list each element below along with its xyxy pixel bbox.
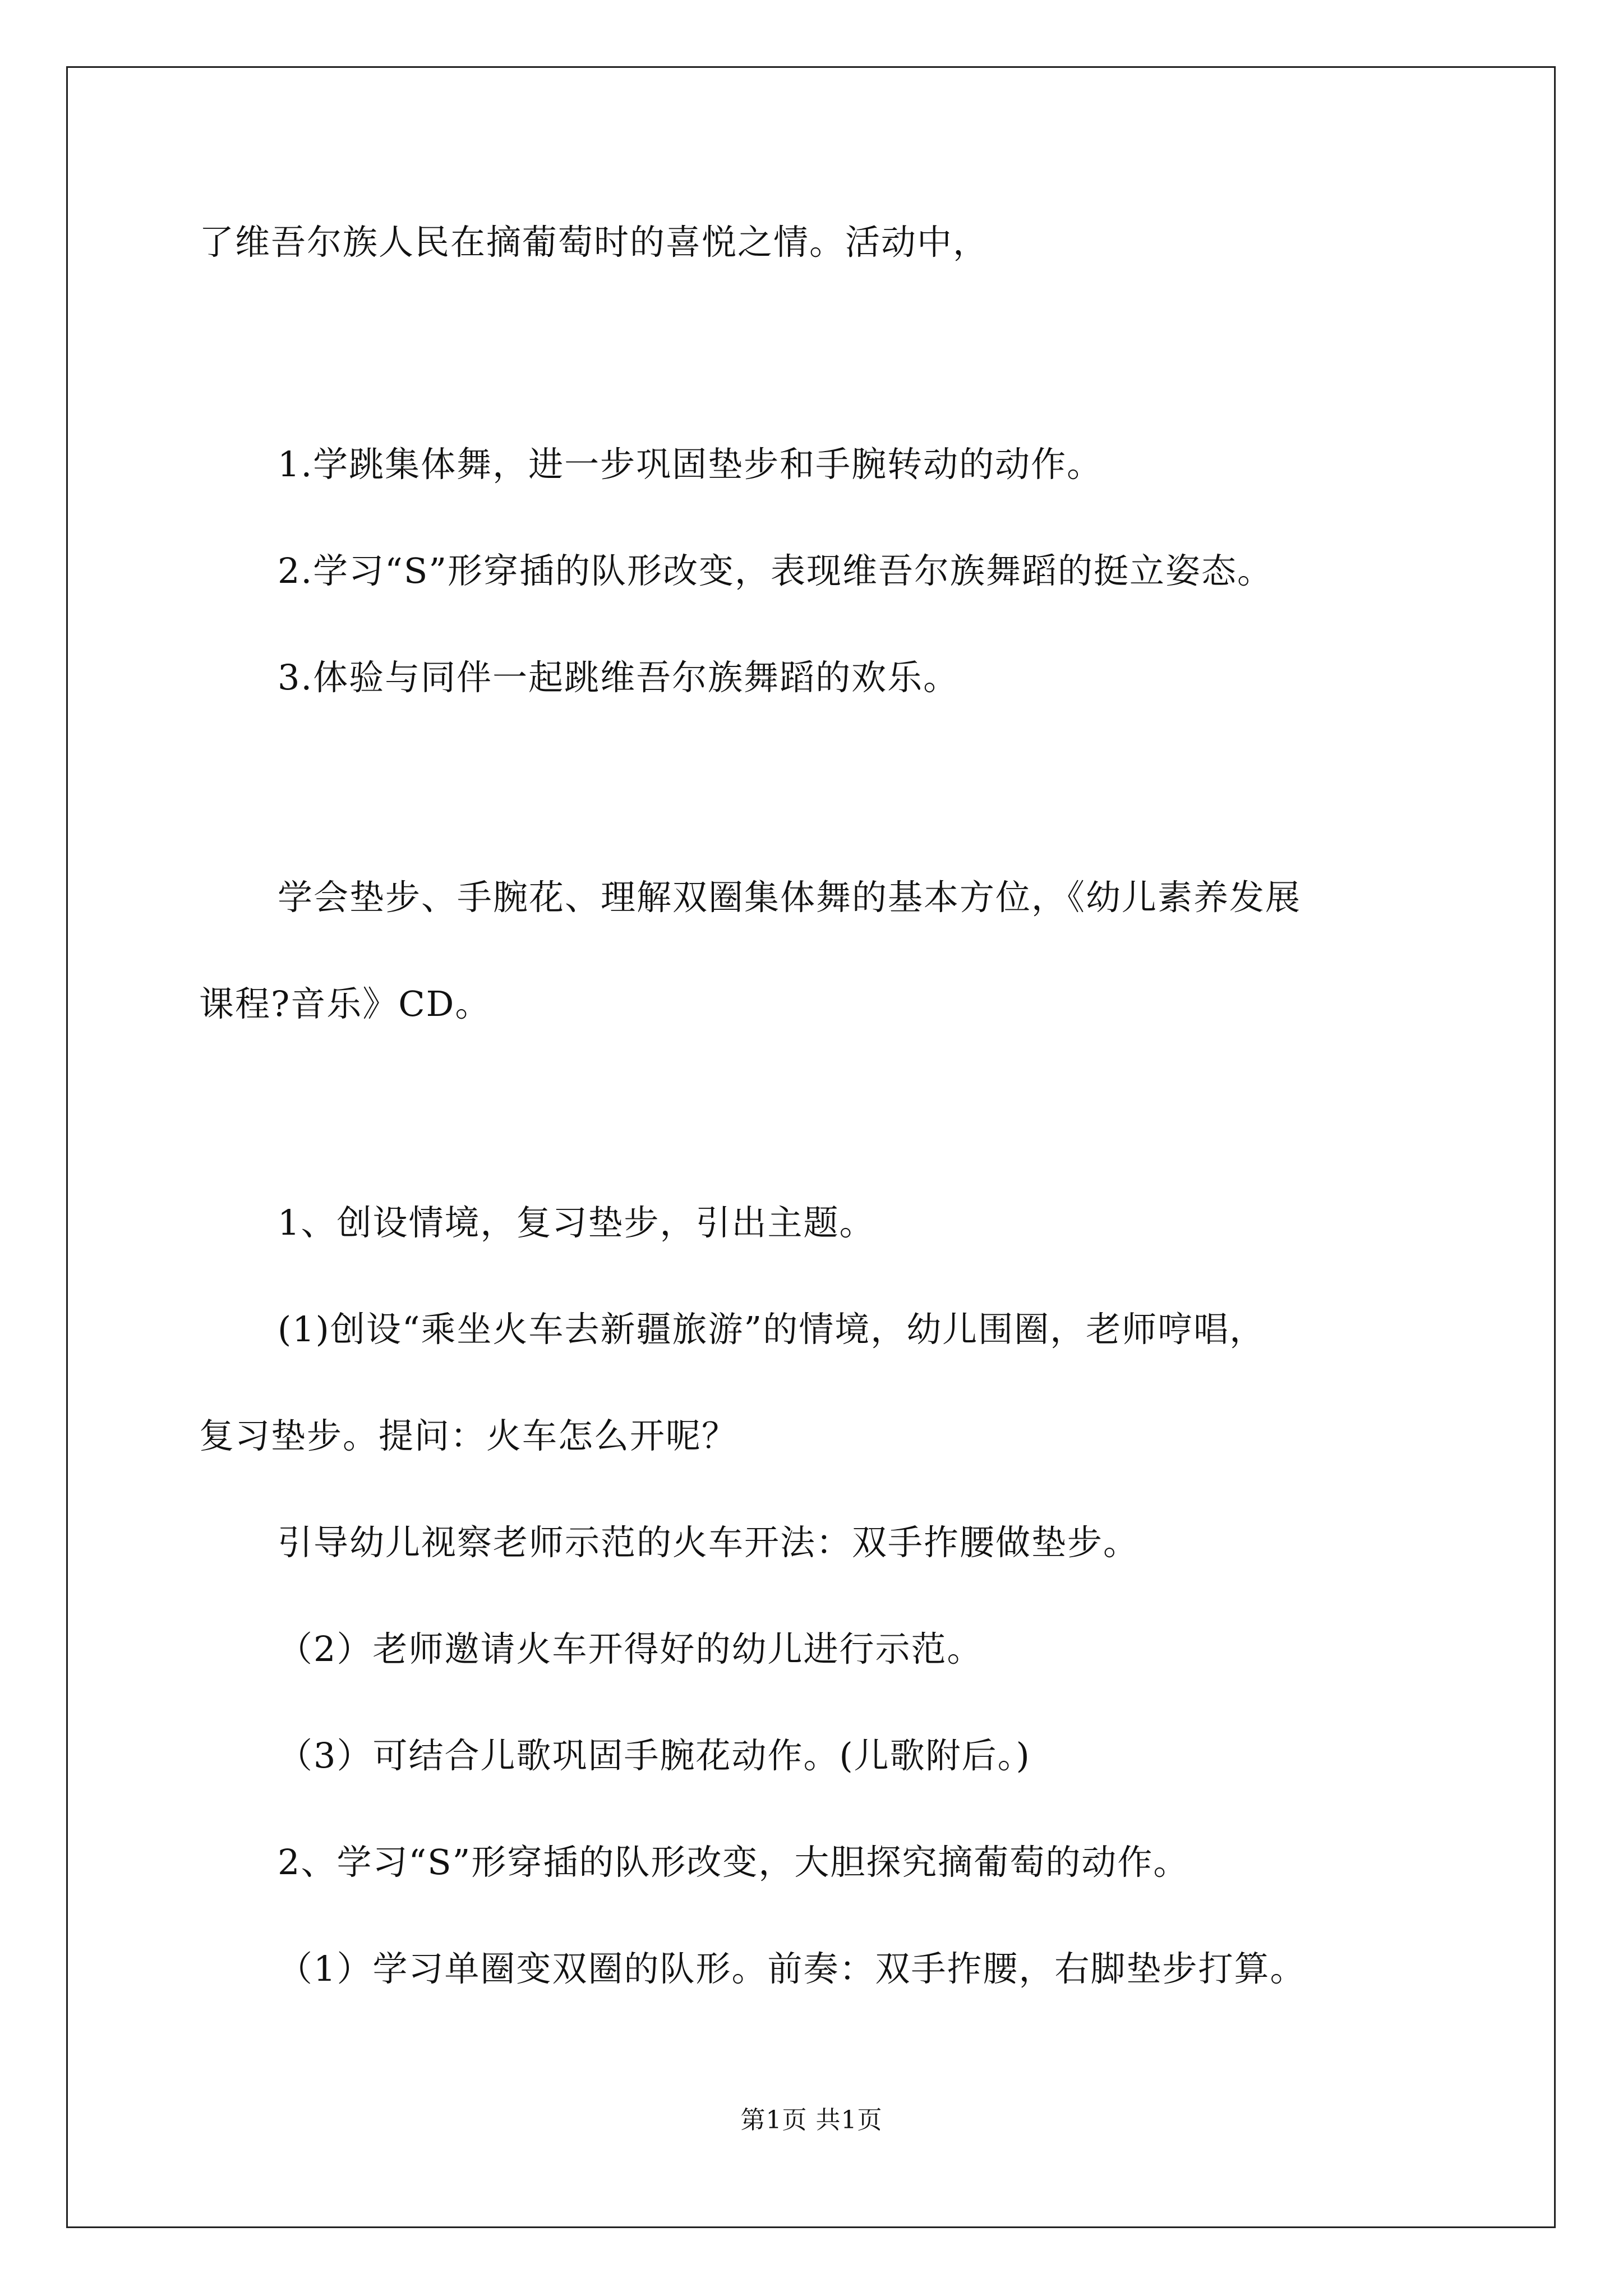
step-1-heading: 1、创设情境，复习垫步，引出主题。 (278, 1202, 875, 1243)
page-footer: 第1页 共1页 (740, 2106, 883, 2134)
step-1-1-line-1: (1)创设“乘坐火车去新疆旅游”的情境，幼儿围圈，老师哼唱， (278, 1309, 1266, 1350)
step-1-1-line-2: 复习垫步。提问：火车怎么开呢？ (199, 1415, 738, 1456)
step-1-3: （3）可结合儿歌巩固手腕花动作。(儿歌附后。) (278, 1735, 1031, 1776)
page-border (66, 66, 1556, 2228)
step-1-2: （2）老师邀请火车开得好的幼儿进行示范。 (278, 1628, 983, 1669)
step-2-heading: 2、学习“S”形穿插的队形改变，大胆探究摘葡萄的动作。 (278, 1842, 1189, 1883)
objective-2: 2.学习“S”形穿插的队形改变，表现维吾尔族舞蹈的挺立姿态。 (278, 550, 1274, 591)
preparation-line-2: 课程?音乐》CD。 (199, 983, 491, 1024)
step-2-1: （1）学习单圈变双圈的队形。前奏：双手拃腰，右脚垫步打算。 (278, 1948, 1306, 1989)
objective-3: 3.体验与同伴一起跳维吾尔族舞蹈的欢乐。 (278, 657, 960, 698)
step-1-guide: 引导幼儿视察老师示范的火车开法：双手拃腰做垫步。 (278, 1522, 1140, 1563)
preparation-line-1: 学会垫步、手腕花、理解双圈集体舞的基本方位，《幼儿素养发展 (278, 877, 1302, 918)
objective-1: 1.学跳集体舞，进一步巩固垫步和手腕转动的动作。 (278, 444, 1103, 485)
paragraph-line-1: 了维吾尔族人民在摘葡萄时的喜悦之情。活动中， (199, 222, 989, 263)
